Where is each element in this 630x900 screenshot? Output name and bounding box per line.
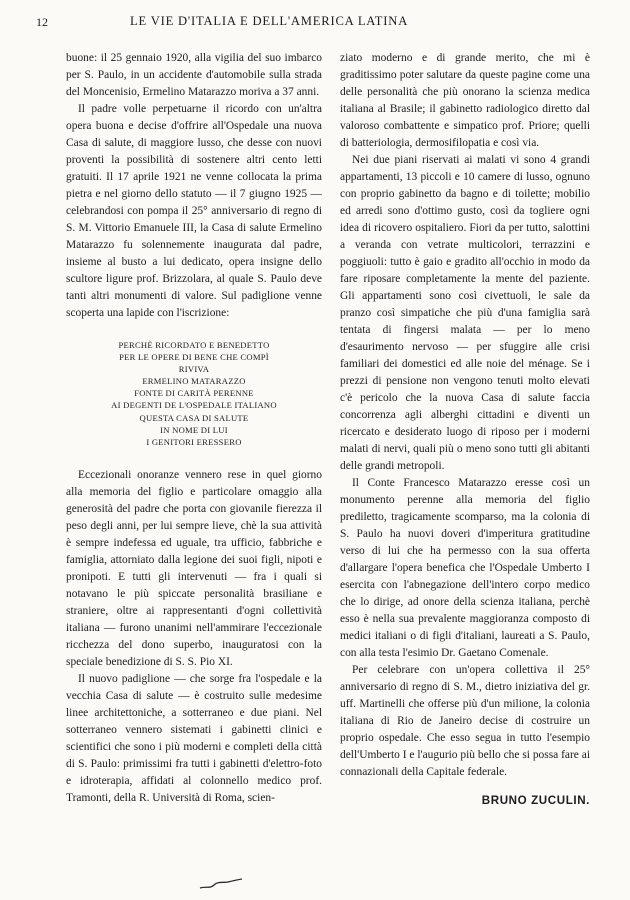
- inscription-line: I GENITORI ERESSERO: [146, 436, 242, 447]
- page-number: 12: [36, 15, 48, 29]
- paragraph: Il nuovo padiglione — che sorge fra l'ospedale e la vecchia Casa di salute — è costruito sulle medesime linee architettoniche, a sotterraneo e due piani. Nel sotterraneo vennero sistemati i gabinetti clinici e scientifici che sono i più moderni e completi della città di S. Paulo: primissimi fra tutti i gabinetti d'elettro-foto e idroterapia, affidati al colonnello medico prof. Tramonti, della R. Università di Roma, scien-: [66, 672, 322, 804]
- inscription: [66, 339, 322, 448]
- paragraph: Il padre volle perpetuarne il ricordo con un'altra opera buona e decise d'offrire all'Ospedale una nuova Casa di salute, di maggiore lusso, che desse con nuovi proventi la possibilità di sostenere altri cento letti gratuiti. Il 17 aprile 1921 ne venne collocata la prima pietra e nel giorno dello statuto — il 7 giugno 1925 — celebrandosi con pompa il 25° anniversario di regno di S. M. Vittorio Emanuele III, la Casa di salute Ermelino Matarazzo fu solennemente inaugurata dal padre, insieme al busto a lui dedicato, opera insigne dello scultore ligure prof. Brizzolara, al quale S. Paulo deve tanti altri monumenti di valore. Sul padiglione venne scoperta una lapide con l'iscrizione:: [66, 103, 322, 319]
- paragraph: Per celebrare con un'opera collettiva il 25° anniversario di regno di S. M., dietro iniziativa del gr. uff. Martinelli che offerse più d'un milione, la colonia italiana di Rio de Janeiro decise di costruire un proprio ospedale. Che esso segua in tutto l'esempio dell'Umberto I e l'augurio più bello che si possa fare ai connazionali della Capitale federale.: [340, 664, 590, 778]
- inscription-line: ERMELINO MATARAZZO: [142, 376, 246, 387]
- inscription-line: QUESTA CASA DI SALUTE: [139, 412, 249, 423]
- inscription-line: FONTE DI CARITÀ PERENNE: [134, 388, 254, 399]
- left-column: [66, 50, 322, 807]
- paragraph: Il Conte Francesco Matarazzo eresse così un monumento perenne alla memoria del figlio prediletto, tragicamente scomparso, ma la colonia di S. Paulo ha nuovi doveri d'imperitura gratitudine verso di lui che ha permesso con la sua offerta d'allargare l'opera benefica che l'Ospedale Umberto I esercita con l'abnegazione dell'intero corpo medico che lo dirige, ad onore della scienza italiana, perchè esso è nella sua prevalente maggioranza composto di medici italiani o di figli d'italiani, laureati a S. Paulo, con alla testa l'esimio Dr. Gaetano Comenale.: [340, 477, 590, 659]
- inscription-line: PER LE OPERE DI BENE CHE COMPÌ: [119, 352, 269, 363]
- inscription-line: AI DEGENTI DE L'OSPEDALE ITALIANO: [111, 400, 277, 411]
- inscription-line: RIVIVA: [178, 364, 210, 375]
- right-column: [340, 50, 590, 809]
- paragraph: ziato moderno e di grande merito, che mi è graditissimo poter salutare da queste pagine come una delle personalità che più onorano la scienza medica italiana al Brasile; il gabinetto radiologico diretto dal valoroso combattente e simpatico prof. Priore; quelli di batteriologia, dermosifilopatia e così via.: [340, 52, 590, 149]
- inscription-line: PERCHÈ RICORDATO E BENEDETTO: [118, 340, 270, 350]
- inscription-line: IN NOME DI LUI: [160, 424, 228, 435]
- paragraph: Eccezionali onoranze vennero rese in quel giorno alla memoria del figlio e particolare omaggio alla generosità del padre che porta con giovanile fierezza il peso degli anni, per lui sempre lieve, chè la sua attività è sempre indefessa ed uguale, tra ufficio, fabbriche e famiglia, attorniato dalla legione dei suoi figli, nipoti e pronipoti. E tutti gli intervenuti — fra i quali si notavano le più spiccate personalità brasiliane e straniere, oltre ai rappresentanti d'ogni collettività italiana — furono unanimi nell'ammirare l'eccezionale ricchezza del dono superbo, inauguratosi con la speciale benedizione di S. S. Pio XI.: [66, 468, 322, 668]
- paragraph: buone: il 25 gennaio 1920, alla vigilia del suo imbarco per S. Paulo, in un accidente d'automobile sulla strada del Moncenisio, Ermelino Matarazzo moriva a 37 anni.: [66, 52, 322, 98]
- pen-mark-scribble: [198, 877, 244, 891]
- running-title: LE VIE D'ITALIA E DELL'AMERICA LATINA: [130, 14, 409, 28]
- paragraph: Nei due piani riservati ai malati vi sono 4 grandi appartamenti, 13 piccoli e 10 camere di lusso, ognuno con proprio gabinetto da bagno e di toilette; mobilio ed arredi sono d'ottimo gusto, così da togliere ogni idea di ricovero ospitaliero. Fiori da per tutto, salottini a veranda con vetrate multicolori, terrazzini e poggiuoli: tutto è gaio e gradito all'occhio in modo da fare riposare completamente la mente del paziente. Gli appartamenti sono così civettuoli, le sale da pranzo così simpatiche che più d'una famiglia sarà tentata di fingersi malata — per lo meno d'esaurimento nervoso — per sfuggire alle crisi familiari dei domestici ed alle noie del ménage. Se i prezzi di pensione non vengono tenuti molto elevati c'è pericolo che la nuova Casa di salute faccia concorrenza agli alberghi cittadini e diventi un ricercato e desiderato luogo di riposo per i moderni malati di nervi, quali più o meno sono tutti gli abitanti delle grandi metropoli.: [340, 154, 590, 472]
- author-signature: BRUNO ZUCULIN.: [481, 794, 590, 807]
